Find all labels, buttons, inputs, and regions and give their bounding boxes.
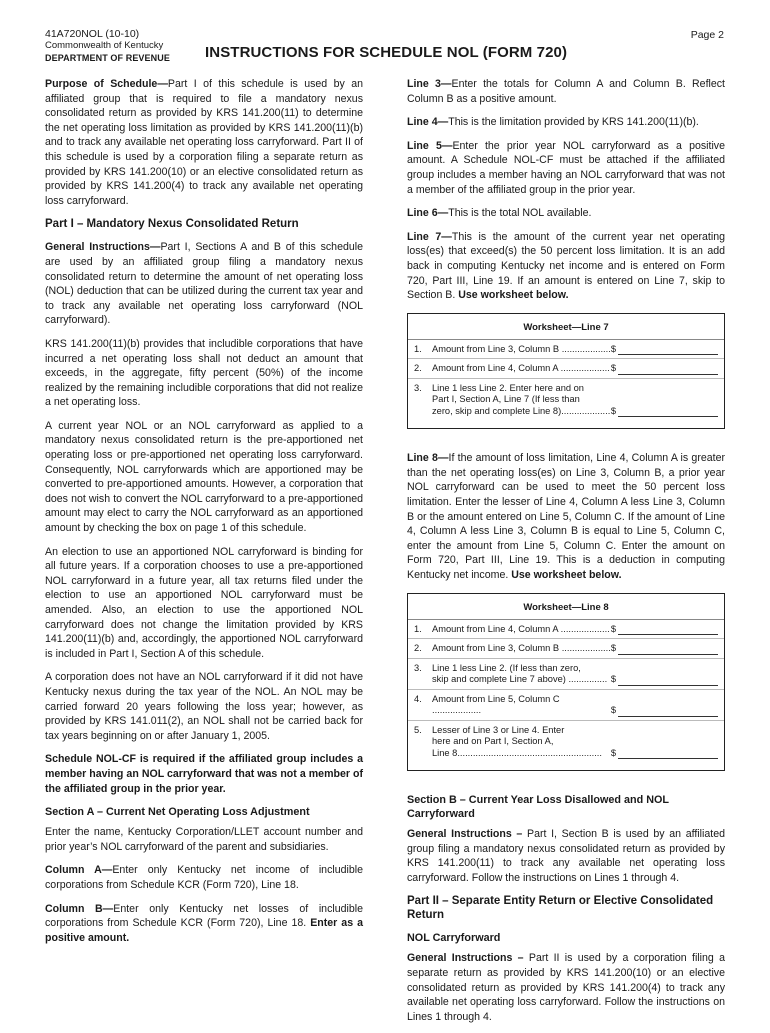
amount-field[interactable]	[618, 675, 718, 686]
amount-field[interactable]	[618, 344, 718, 355]
amount-field[interactable]	[618, 624, 718, 635]
worksheet-title: Worksheet—Line 8	[408, 600, 724, 620]
department-name: DEPARTMENT OF REVENUE	[45, 53, 170, 63]
worksheet-row-number: 5.	[414, 724, 422, 735]
worksheet-row	[408, 359, 724, 379]
worksheet-row-number: 4.	[414, 693, 422, 704]
purpose-label: Purpose of Schedule—	[45, 78, 168, 90]
dollar-sign: $	[610, 747, 616, 758]
section-a-heading: Section A – Current Net Operating Loss Adjustment	[45, 806, 310, 819]
schedule-nol-cf-text: Schedule NOL-CF is required if the affiliated group includes a member having an NOL carryforward that was not a member of the affiliated group in the prior year.	[45, 753, 363, 795]
line7-worksheet-note: Use worksheet below.	[458, 289, 569, 302]
dollar-sign: $	[610, 643, 616, 654]
section-b-text: Part I, Section B is used by an affiliated group filing a mandatory nexus consolidated return as provided by KRS 141.200(11) to track any available net operating loss carryforward. Follow the instructions on Lines 1 through 4.	[407, 828, 725, 884]
current-year-nol-paragraph: A current year NOL or an NOL carryforward as applied to a mandatory nexus consolidated return is the pre-apportioned net operating loss or pre-apportioned net operating loss carryforward. Consequently, NOL carryforwards which are apportioned may be converted to pre-apportioned amounts. However, a corporation that does not wish to convert the NOL carryforward to a pre-apportioned amount may elect to carry the NOL carryforward as an apportioned amount by checking the box on page 1 of this schedule.	[45, 419, 363, 535]
worksheet-row	[408, 340, 724, 360]
amount-field[interactable]	[618, 406, 718, 417]
line8-label: Line 8—	[407, 452, 449, 465]
worksheet-row	[408, 379, 724, 421]
column-b-text: Enter only Kentucky net losses of includible corporations from Schedule KCR (Form 720), Line 18.	[45, 902, 363, 930]
dollar-sign: $	[610, 405, 616, 416]
worksheet-row-text: Amount from Line 4, Column A ...................	[432, 363, 610, 374]
dollar-sign: $	[610, 623, 616, 634]
section-b-label: General Instructions –	[407, 828, 527, 841]
nol-carryforward-heading: NOL Carryforward	[407, 932, 501, 945]
election-paragraph: An election to use an apportioned NOL carryforward is binding for all future years. If a corporation chooses to use a pre-apportioned NOL carryforward in a future year, all tax returns filed under the election to use an apportioned NOL carryforward must be amended. Also, an election to use the apportioned NOL carryforward does not change the limitation provided by KRS 141.200(11)(b) and, accordingly, the apportioned NOL carryforward is included in Part I, Section A of this schedule.	[45, 545, 363, 660]
line4-label: Line 4—	[407, 116, 449, 129]
part2-label: General Instructions –	[407, 952, 529, 965]
line8-text: If the amount of loss limitation, Line 4, Column A is greater than the net operating loss(es) on Line 3, Column B, a prior year NOL carryforward can be used to meet the 50 percent loss limitation. Enter the lesser of Line 4, Column A less Line 3, Column B or the amount entered on Line 5, Column C. If the amount of Line 4, Column A less Line 3, Column B is equal to Line 5, Column C, enter the amount from Line 5, Column C. Enter the amount on Form 720, Part III, Line 19. This is a deduction in computing Kentucky net income.	[407, 452, 725, 581]
dollar-sign: $	[610, 363, 616, 374]
part2-paragraph	[407, 951, 725, 1024]
line4-text: This is the limitation provided by KRS 141.200(11)(b).	[448, 116, 699, 129]
part2-heading: Part II – Separate Entity Return or Elective Consolidated Return	[407, 895, 714, 922]
worksheet-row-number: 3.	[414, 382, 422, 393]
dollar-sign: $	[610, 674, 616, 685]
page-number: Page 2	[690, 29, 724, 41]
worksheet-row-text: Amount from Line 4, Column A ...................	[432, 623, 610, 634]
line4-paragraph	[407, 115, 725, 130]
column-a-text: Enter only Kentucky net income of includible corporations from Schedule KCR (Form 720), Line 18.	[45, 864, 363, 891]
line6-paragraph	[407, 206, 725, 221]
line8-worksheet-note: Use worksheet below.	[511, 568, 622, 581]
line3-label: Line 3—	[407, 78, 452, 90]
purpose-paragraph	[45, 77, 363, 208]
worksheet-row-text: Line 1 less Line 2. Enter here and on Part I, Section A, Line 7 (If less than zero, skip and complete Line 8)...................	[432, 382, 611, 416]
line5-paragraph	[407, 139, 725, 197]
general-instructions-text: Part I, Sections A and B of this schedule are used by an affiliated group filing a mandatory nexus consolidated return to determine the amount of net operating loss (NOL) deduction that can be utilized during the current tax year and to track any available net operating loss carryforward (NOL carryforward).	[45, 241, 363, 327]
form-header	[45, 28, 170, 64]
section-b-heading: Section B – Current Year Loss Disallowed and NOL Carryforward	[407, 794, 669, 821]
general-instructions-label: General Instructions—	[45, 241, 161, 254]
agency-name: Commonwealth of Kentucky	[45, 40, 164, 51]
nexus-paragraph: A corporation does not have an NOL carryforward if it did not have Kentucky nexus during the tax year of the NOL. An NOL may be carried forward 20 years following the loss year; however, as provided by KRS 141.011(2), an NOL shall not be carried back for tax years beginning on or after January 1, 2005.	[45, 671, 363, 742]
amount-field[interactable]	[618, 644, 718, 655]
amount-field[interactable]	[618, 364, 718, 375]
worksheet-row-text: Lesser of Line 3 or Line 4. Enter here and on Part I, Section A, Line 8........................................................	[432, 724, 602, 758]
page-title: INSTRUCTIONS FOR SCHEDULE NOL (FORM 720)	[205, 44, 568, 61]
column-a-label: Column A—	[45, 864, 113, 877]
form-number: 41A720NOL (10-10)	[45, 28, 140, 40]
worksheet-row	[408, 659, 724, 690]
worksheet-row-number: 2.	[414, 643, 422, 654]
worksheet-row	[408, 721, 724, 763]
worksheet-row	[408, 690, 724, 721]
worksheet-line8	[407, 593, 725, 772]
worksheet-row-text: Amount from Line 3, Column B ...................	[432, 643, 611, 654]
worksheet-row-text: Amount from Line 3, Column B ...................	[432, 343, 611, 354]
worksheet-row-number: 1.	[414, 343, 422, 354]
section-a-text: Enter the name, Kentucky Corporation/LLET account number and prior year’s NOL carryforward of the parent and subsidiaries.	[45, 826, 363, 853]
column-b-paragraph	[45, 902, 363, 946]
line3-text: Enter the totals for Column A and Column B. Reflect Column B as a positive amount.	[407, 78, 725, 105]
section-b-paragraph	[407, 827, 725, 885]
line6-label: Line 6—	[407, 207, 449, 220]
line7-label: Line 7—	[407, 230, 452, 243]
column-b-label: Column B—	[45, 902, 114, 915]
part2-text: Part II is used by a corporation filing a separate return as provided by KRS 141.200(10) or an elective consolidated return as provided by KRS 141.200(4) to track any available net operating loss carryforward. Follow the instructions on Lines 1 through 4.	[407, 952, 725, 1023]
dollar-sign: $	[610, 343, 616, 354]
column-a-paragraph	[45, 863, 363, 892]
line6-text: This is the total NOL available.	[448, 207, 592, 220]
line7-text: This is the amount of the current year net operating loss(es) that exceed(s) the 50 percent loss limitation. It is an add back in computing Kentucky net income and is entered on Form 720, Part III, Line 19. If an amount is entered on Line 7, skip to Section B.	[407, 230, 725, 302]
amount-field[interactable]	[618, 706, 718, 717]
worksheet-row-text: Line 1 less Line 2. (If less than zero, skip and complete Line 7 above) ...............	[432, 662, 608, 685]
line5-label: Line 5—	[407, 139, 453, 152]
right-column	[407, 77, 725, 1033]
worksheet-title: Worksheet—Line 7	[408, 320, 724, 340]
worksheet-row-number: 2.	[414, 363, 422, 374]
amount-field[interactable]	[618, 748, 718, 759]
part1-heading: Part I – Mandatory Nexus Consolidated Return	[45, 218, 299, 231]
worksheet-row	[408, 639, 724, 659]
column-b-bold-note: Enter as a positive amount.	[45, 917, 363, 944]
purpose-text: Part I of this schedule is used by an affiliated group that is required to file a mandatory nexus consolidated return as provided by KRS 141.200(11) to determine the net operating loss limitation as provided by KRS 141.200(11)(b) and to track any available net operating loss carryforward. Part II of this schedule is used by a corporation filing a separate return as provided by KRS 141.200(10) or an elective consolidated return as provided by KRS 141.200(4) to track any available net operating loss carryforward.	[45, 78, 363, 207]
worksheet-row-number: 3.	[414, 662, 422, 673]
dollar-sign: $	[610, 705, 616, 716]
line3-paragraph	[407, 77, 725, 106]
line7-paragraph	[407, 230, 725, 303]
general-instructions-paragraph	[45, 240, 363, 328]
left-column	[45, 77, 363, 954]
line8-paragraph	[407, 451, 725, 582]
worksheet-row-number: 1.	[414, 623, 422, 634]
krs-paragraph: KRS 141.200(11)(b) provides that includible corporations that have incurred a net operating loss shall not deduct an amount that exceeds, in the aggregate, fifty percent (50%) of the income realized by the remaining includible corporations that did not realize a net operating loss.	[45, 337, 363, 409]
schedule-nol-cf-paragraph	[45, 752, 363, 796]
line5-text: Enter the prior year NOL carryforward as a positive amount. A Schedule NOL-CF must be attached if the affiliated group includes a member having an NOL carryforward that was not a member of the affiliated group in the prior year.	[407, 139, 725, 196]
worksheet-row	[408, 620, 724, 640]
worksheet-row-text: Amount from Line 5, Column C ...................	[432, 693, 560, 716]
worksheet-line7	[407, 313, 725, 430]
